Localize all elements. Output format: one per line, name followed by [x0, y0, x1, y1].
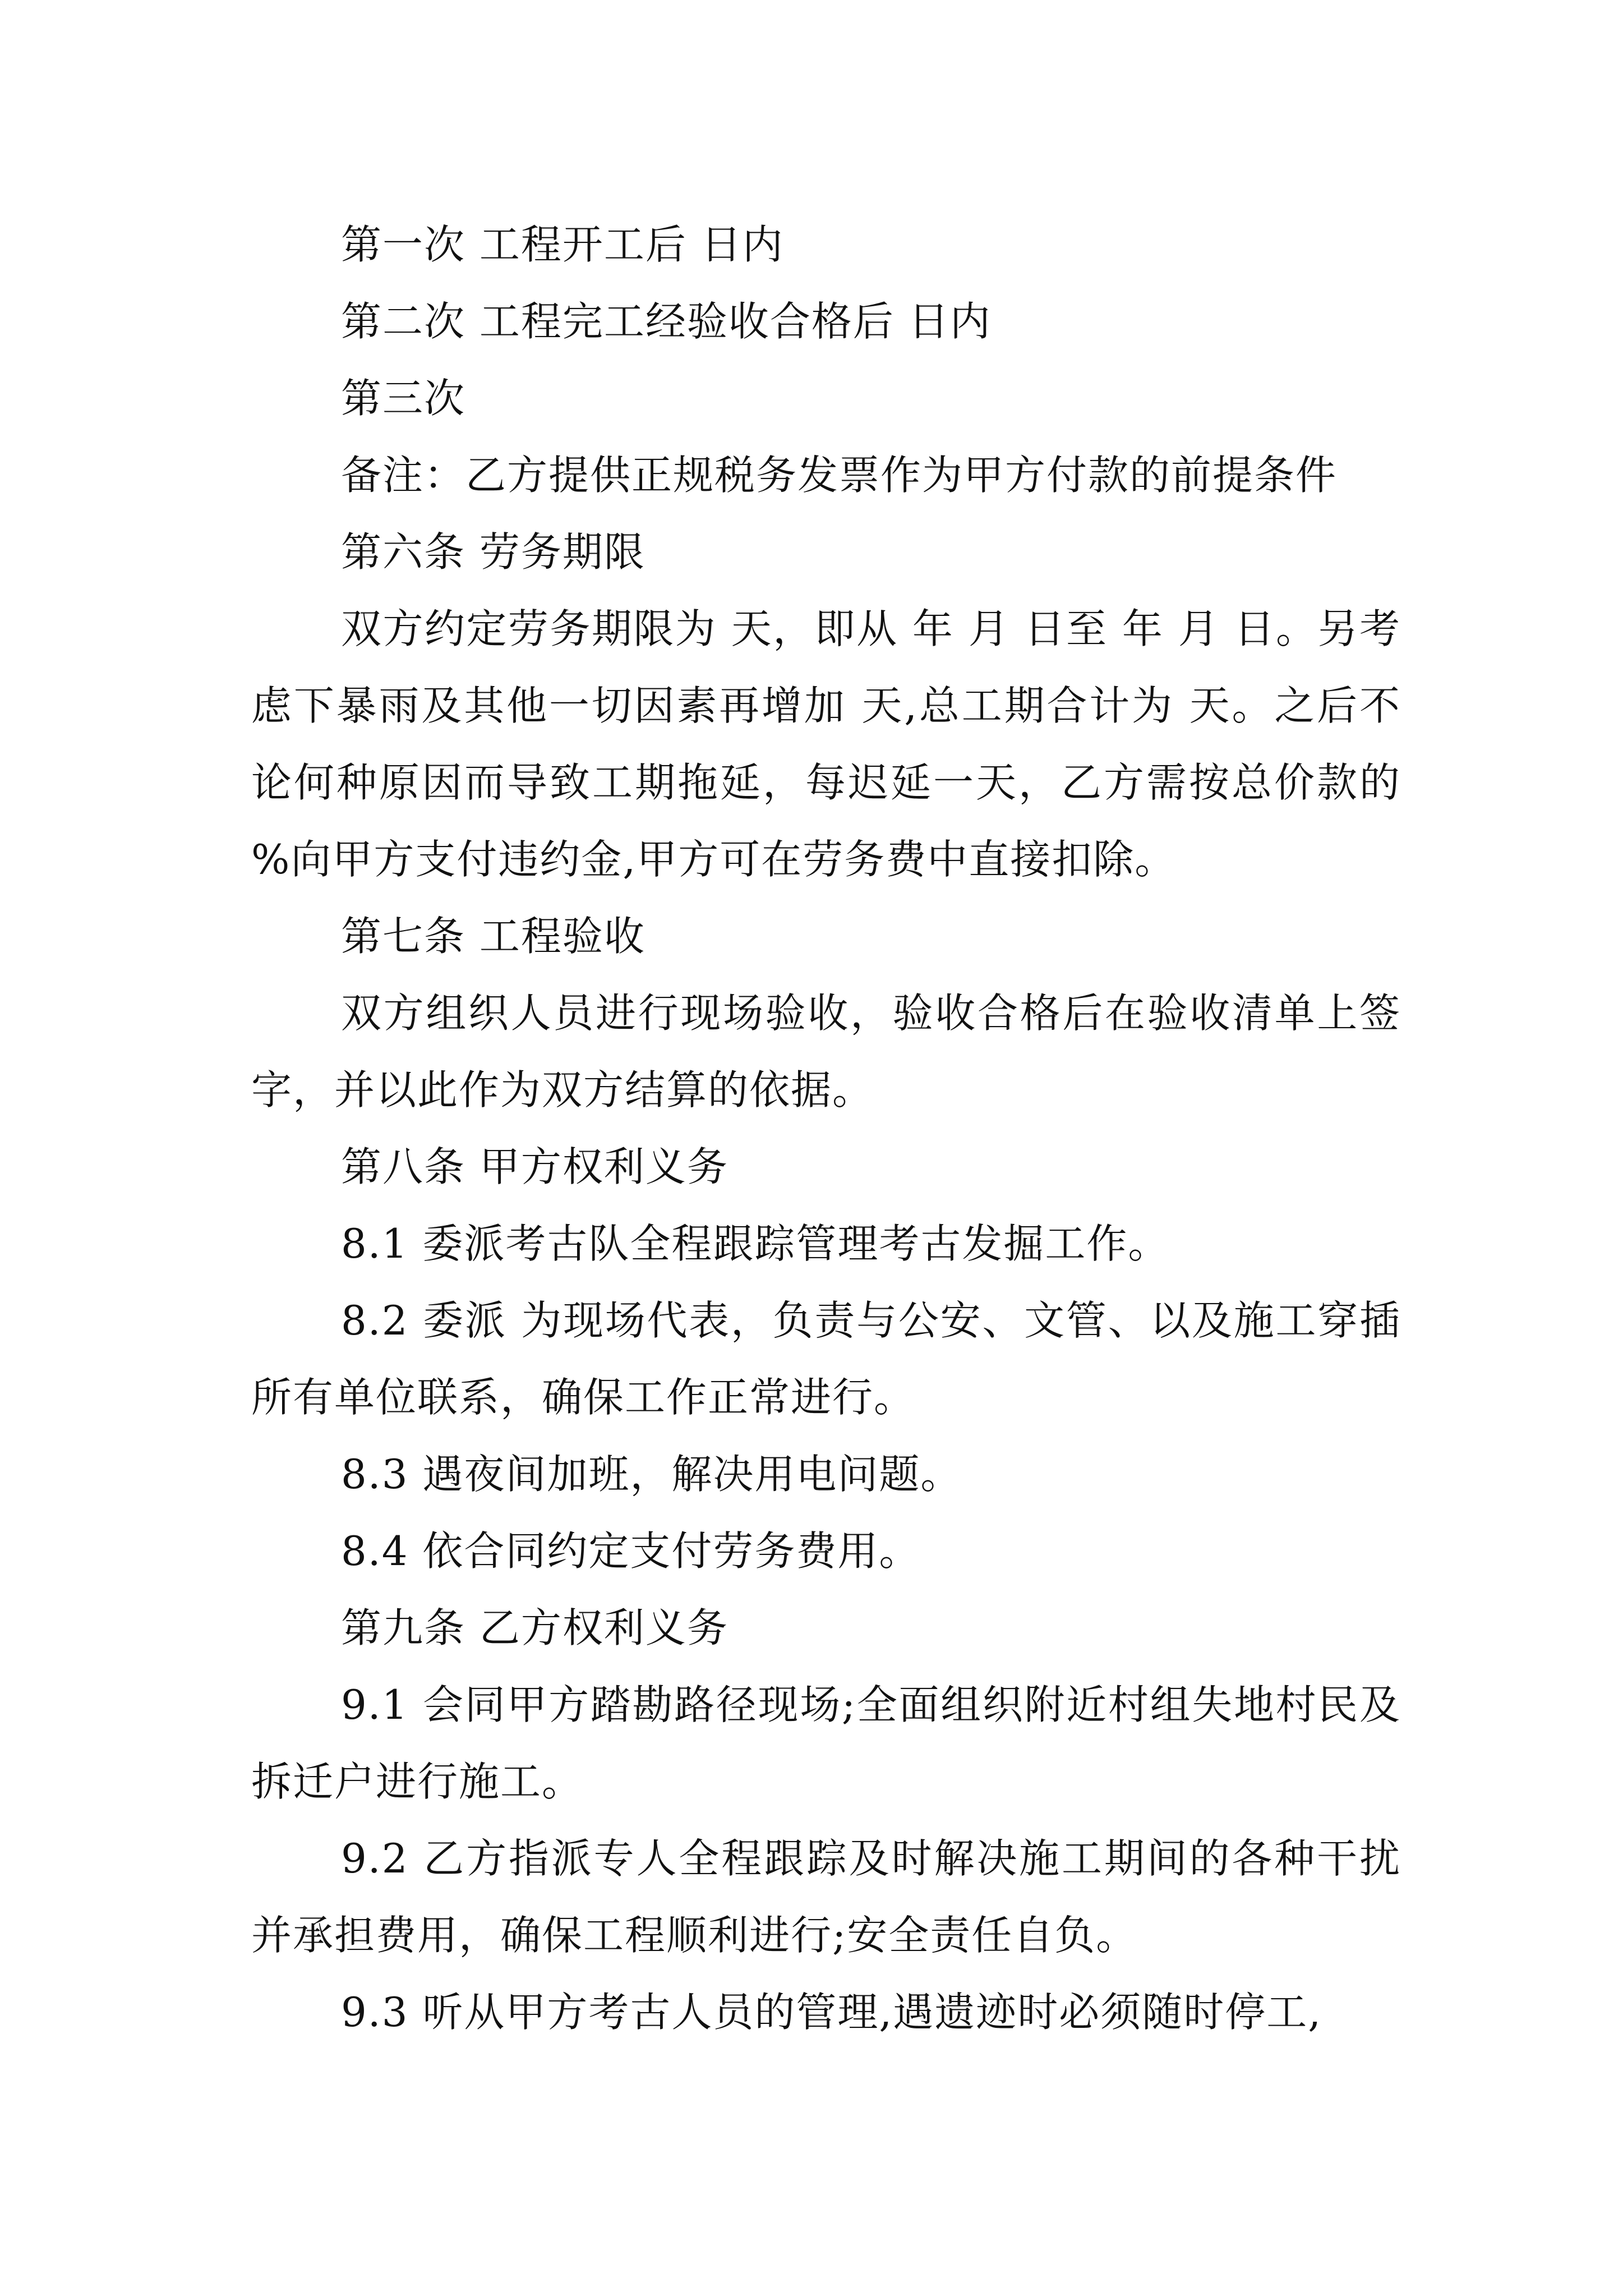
article-6-body: 双方约定劳务期限为 天，即从 年 月 日至 年 月 日。另考虑下暴雨及其他一切因素再增加 天,总工期合计为 天。之后不论何种原因而导致工期拖延，每迟延一天，乙方需按总价款的 %向甲方支付违约金,甲方可在劳务费中直接扣除。: [251, 605, 1401, 883]
clause-8-1: 8.1 委派考古队全程跟踪管理考古发掘工作。: [341, 1220, 1170, 1267]
article-7-body: 双方组织人员进行现场验收，验收合格后在验收清单上签字，并以此作为双方结算的依据。: [251, 990, 1401, 1114]
clause-8-2: 8.2 委派 为现场代表，负责与公安、文管、以及施工穿插所有单位联系，确保工作正常进行。: [251, 1297, 1401, 1421]
article-7-heading: 第七条 工程验收: [341, 913, 645, 960]
clause-9-1: 9.1 会同甲方踏勘路径现场;全面组织附近村组失地村民及拆迁户进行施工。: [251, 1681, 1401, 1805]
clause-9-3: 9.3 听从甲方考古人员的管理,遇遗迹时必须随时停工,: [341, 1989, 1322, 2036]
payment-note: 备注：乙方提供正规税务发票作为甲方付款的前提条件: [341, 452, 1338, 499]
article-6-heading: 第六条 劳务期限: [341, 528, 645, 576]
payment-third-line: 第三次: [341, 375, 466, 422]
payment-second-line: 第二次 工程完工经验收合格后 日内: [341, 298, 992, 345]
clause-9-2: 9.2 乙方指派专人全程跟踪及时解决施工期间的各种干扰并承担费用，确保工程顺利进行;安全责任自负。: [251, 1835, 1401, 1959]
payment-first-line: 第一次 工程开工后 日内: [341, 221, 784, 268]
article-9-heading: 第九条 乙方权利义务: [341, 1604, 728, 1651]
document-body: [251, 206, 1401, 2051]
article-8-heading: 第八条 甲方权利义务: [341, 1143, 728, 1190]
clause-8-3: 8.3 遇夜间加班，解决用电问题。: [341, 1451, 962, 1498]
clause-8-4: 8.4 依合同约定支付劳务费用。: [341, 1527, 921, 1575]
